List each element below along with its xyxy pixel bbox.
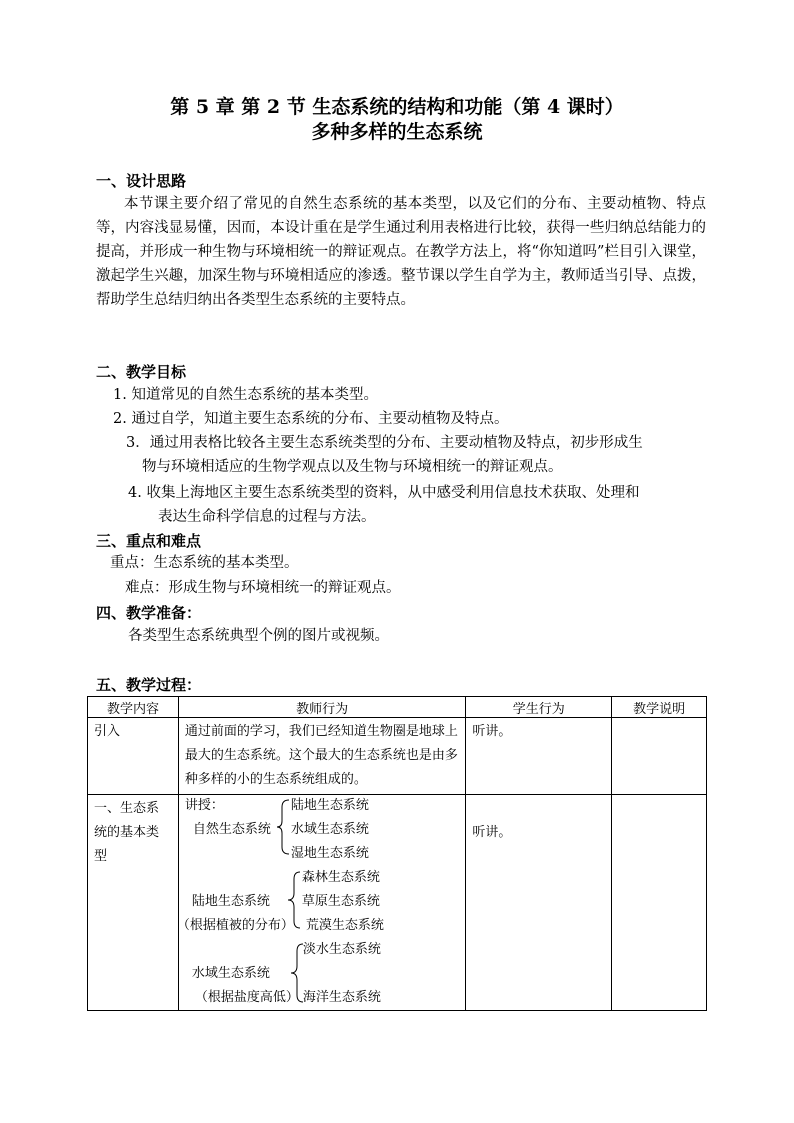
row-intro-note	[612, 718, 707, 795]
row-types-teacher	[178, 795, 465, 1011]
natural-type-item: 水域生态系统	[290, 822, 369, 837]
brace-icon	[277, 799, 291, 855]
table-row	[88, 718, 707, 795]
land-type-item: 草原生态系统	[301, 894, 380, 909]
row-intro-student: 听讲。	[466, 718, 612, 795]
document-subtitle: 多种多样的生态系统	[311, 121, 483, 143]
row-types-content: 一、生态系统的基本类型	[88, 795, 179, 1011]
section-heading-key-points: 三、重点和难点	[96, 532, 202, 550]
natural-type-item: 湿地生态系统	[290, 846, 369, 861]
section-heading-preparation: 四、教学准备：	[96, 604, 202, 622]
design-paragraph: 本节课主要介绍了常见的自然生态系统的基本类型，以及它们的分布、主要动植物、特点等，内容浅显易懂，因而，本设计重在是学生通过利用表格进行比较，获得一些归纳总结能力的提高，并形成一种生物与环境相统一的辩证观点。在教学方法上，将“你知道吗”栏目引入课堂，激起学生兴趣，加深生物与环境相适应的渗透。整节课以学生自学为主，教师适当引导、点拨，帮助学生总结归纳出各类型生态系统的主要特点。	[96, 196, 706, 308]
teaching-process-table	[87, 696, 707, 1011]
section-heading-design: 一、设计思路	[96, 172, 187, 190]
goal-item: 4. 收集上海地区主要生态系统类型的资料，从中感受利用信息技术获取、处理和	[128, 485, 640, 501]
difficulty-point: 难点：形成生物与环境相统一的辩证观点。	[125, 580, 401, 596]
water-type-item: 淡水生态系统	[302, 942, 381, 957]
land-type-item: 荒漠生态系统	[305, 918, 384, 933]
land-ecosystem-label: 陆地生态系统	[191, 894, 270, 909]
key-point: 重点：生态系统的基本类型。	[110, 555, 299, 571]
water-basis-label: （根据盐度高低）	[194, 990, 299, 1005]
natural-type-item: 陆地生态系统	[290, 798, 369, 813]
lecture-label: 讲授：	[184, 798, 224, 813]
header-note: 教学说明	[612, 697, 707, 718]
goal-item: 3．通过用表格比较各主要生态系统类型的分布、主要动植物及特点，初步形成生	[126, 435, 643, 451]
section-heading-goals: 二、教学目标	[96, 363, 187, 381]
goal-item: 2. 通过自学，知道主要生态系统的分布、主要动植物及特点。	[113, 411, 509, 427]
row-types-note	[612, 795, 707, 1011]
header-teacher: 教师行为	[178, 697, 465, 718]
section-heading-process: 五、教学过程：	[96, 676, 202, 694]
table-row	[88, 795, 707, 1011]
header-student: 学生行为	[466, 697, 612, 718]
water-ecosystem-label: 水域生态系统	[191, 966, 270, 981]
water-type-item: 海洋生态系统	[302, 990, 381, 1005]
table-header-row	[88, 697, 707, 718]
brace-icon	[288, 871, 302, 929]
natural-ecosystem-label: 自然生态系统	[192, 822, 271, 837]
row-intro-teacher: 通过前面的学习，我们已经知道生物圈是地球上最大的生态系统。这个最大的生态系统也是由多种多样的小的生态系统组成的。	[178, 718, 465, 795]
header-content: 教学内容	[88, 697, 179, 718]
row-intro-content: 引入	[88, 718, 179, 795]
land-type-item: 森林生态系统	[301, 870, 380, 885]
classification-tree	[176, 797, 459, 1007]
goal-item: 1. 知道常见的自然生态系统的基本类型。	[113, 387, 378, 403]
preparation-text: 各类型生态系统典型个例的图片或视频。	[128, 628, 389, 644]
document-title: 第 5 章 第 2 节 生态系统的结构和功能（第 4 课时）	[170, 96, 624, 118]
row-types-student: 听讲。	[466, 795, 612, 1011]
goal-item-continued: 表达生命科学信息的过程与方法。	[158, 509, 376, 525]
goal-item-continued: 物与环境相适应的生物学观点以及生物与环境相统一的辩证观点。	[142, 459, 563, 475]
land-basis-label: （根据植被的分布）	[176, 918, 294, 933]
